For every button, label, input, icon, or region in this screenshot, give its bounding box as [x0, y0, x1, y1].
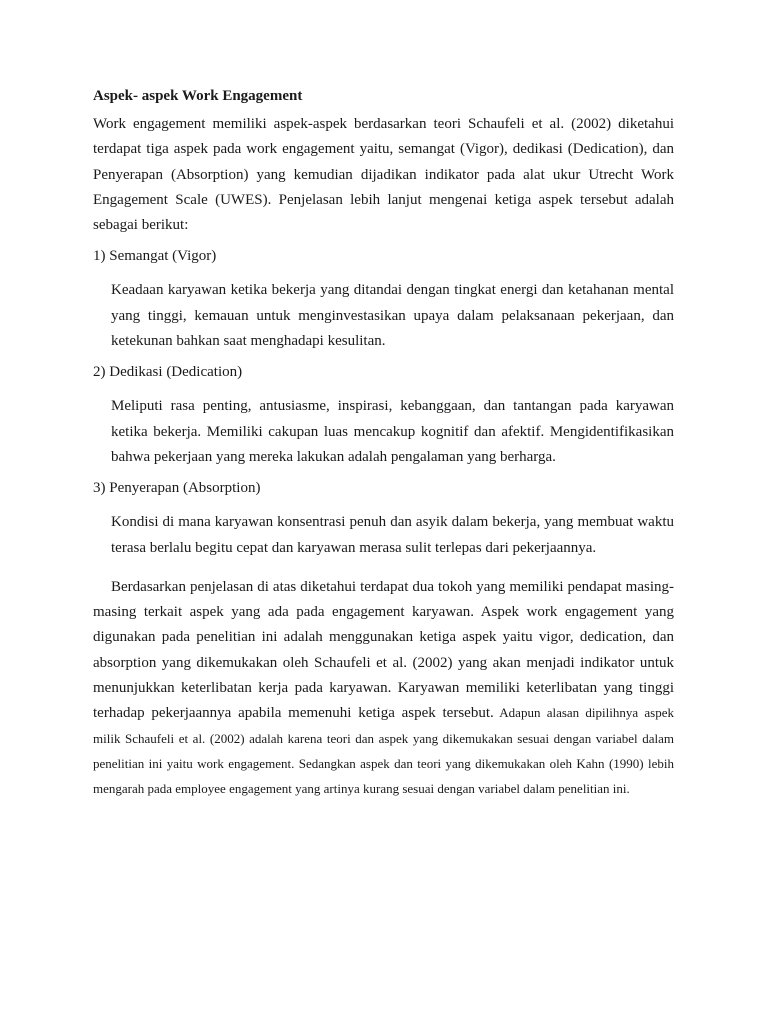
aspect-body-absorption: Kondisi di mana karyawan konsentrasi penuh dan asyik dalam bekerja, yang membuat waktu terasa berlalu begitu cepat dan karyawan merasa sulit terlepas dari pekerjaannya.	[111, 514, 674, 556]
aspect-list	[93, 246, 674, 560]
aspect-body-dedication: Meliputi rasa penting, antusiasme, inspirasi, kebanggaan, dan tantangan pada karyawan ketika bekerja. Memiliki cakupan luas mencakup kognitif dan afektif. Mengidentifikasikan bahwa pekerjaan yang mereka lakukan adalah pengalaman yang berharga.	[111, 398, 674, 465]
document-page	[93, 86, 674, 803]
section-heading: Aspek- aspek Work Engagement	[93, 88, 303, 104]
aspect-body-vigor: Keadaan karyawan ketika bekerja yang ditandai dengan tingkat energi dan ketahanan mental yang tinggi, kemauan untuk menginvestasikan upaya dalam pelaksanaan pekerjaan, dan ketekunan bahkan saat menghadapi kesulitan.	[111, 282, 674, 350]
closing-main-text: Berdasarkan penjelasan di atas diketahui terdapat dua tokoh yang memiliki pendapat masing-masing terkait aspek yang ada pada engagement karyawan. Aspek work engagement yang digunakan pada penelitian ini adalah menggunakan ketiga aspek yaitu vigor, dedication, dan absorption yang dikemukakan oleh Schaufeli et al. (2002) yang akan menjadi indikator untuk menunjukkan keterlibatan kerja pada karyawan. Karyawan memiliki keterlibatan yang tinggi terhadap pekerjaannya apabila memenuhi ketiga aspek tersebut.	[93, 578, 674, 722]
closing-small-text: Adapun alasan dipilihnya aspek milik Schaufeli et al. (2002) adalah karena teori dan aspek yang dikemukakan sesuai dengan variabel dalam penelitian ini yaitu work engagement. Sedangkan aspek dan teori yang dikemukakan oleh Kahn (1990) lebih mengarah pada employee engagement yang artinya kurang sesuai dengan variabel dalam penelitian ini.	[93, 705, 674, 797]
aspect-title-vigor: 1) Semangat (Vigor)	[93, 248, 217, 265]
intro-paragraph: Work engagement memiliki aspek-aspek berdasarkan teori Schaufeli et al. (2002) diketahui terdapat tiga aspek pada work engagement yaitu, semangat (Vigor), dedikasi (Dedication), dan Penyerapan (Absorption) yang kemudian dijadikan indikator pada alat ukur Utrecht Work Engagement Scale (UWES). Penjelasan lebih lanjut mengenai ketiga aspek tersebut adalah sebagai berikut:	[93, 116, 674, 234]
aspect-title-absorption: 3) Penyerapan (Absorption)	[93, 480, 261, 497]
closing-paragraph	[93, 575, 674, 803]
aspect-title-dedication: 2) Dedikasi (Dedication)	[93, 364, 243, 381]
